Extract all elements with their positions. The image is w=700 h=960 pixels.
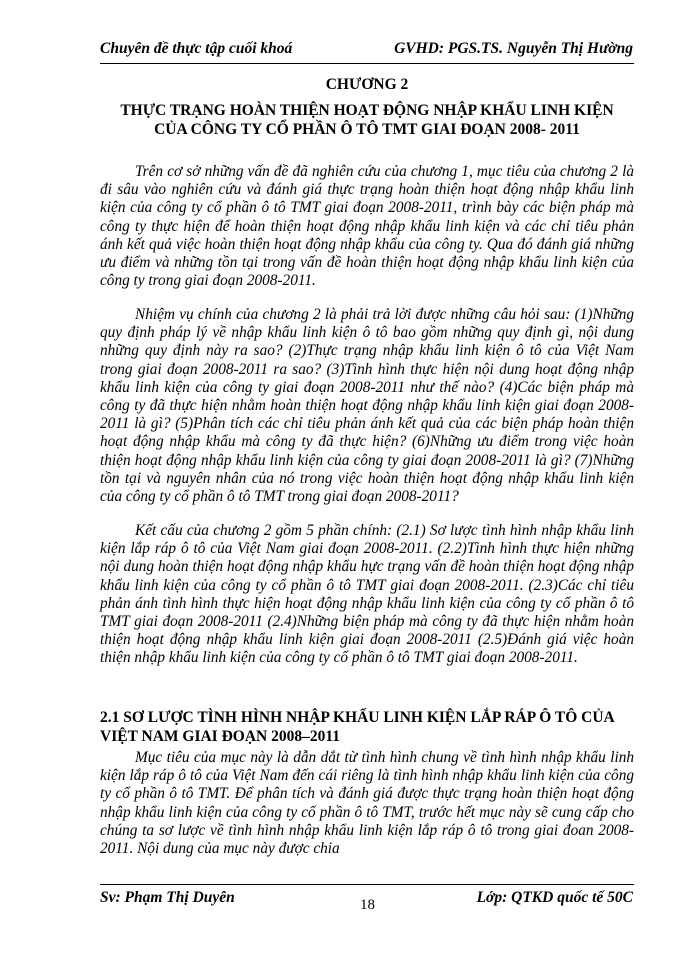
- footer-right: Lớp: QTKD quốc tế 50C: [476, 889, 633, 906]
- header-rule: [100, 63, 634, 64]
- section-heading: 2.1 SƠ LƯỢC TÌNH HÌNH NHẬP KHẨU LINH KIỆN LẮP RÁP Ô TÔ CỦA VIỆT NAM GIAI ĐOẠN 2008–2011: [100, 709, 614, 745]
- chapter-title-line-2: CỦA CÔNG TY CỔ PHẦN Ô TÔ TMT GIAI ĐOẠN 2008- 2011: [154, 121, 580, 138]
- chapter-title: [100, 101, 634, 139]
- paragraph-tasks: Nhiệm vụ chính của chương 2 là phải trả lời được những câu hỏi sau: (1)Những quy định pháp lý về nhập khẩu linh kiện ô tô bao gồm những quy định gì, nội dung những quy định này ra sao? (2)Thực trạng nhập khẩu linh kiện ô tô của Việt Nam trong giai đoạn 2008-2011 ra sao? (3)Tình hình thực hiện nội dung hoạt động nhập khẩu linh kiện của công ty giai đoạn 2008-2011 như thế nào? (4)Các biện pháp mà công ty đã thực hiện nhằm hoàn thiện hoạt động nhập khẩu linh kiện giai đoạn 2008-2011 là gì? (5)Phân tích các chỉ tiêu phản ánh kết quả của các biện pháp hoàn thiện hoạt động nhập khẩu mà công ty đã thực hiện? (6)Những ưu điểm trong việc hoàn thiện hoạt động nhập khẩu linh kiện của công ty giai đoạn 2008-2011 là gì? (7)Những tồn tại và nguyên nhân của nó trong việc hoàn thiện hoạt động nhập khẩu linh kiện của công ty cổ phần ô tô TMT trong giai đoạn 2008-2011?: [100, 306, 634, 506]
- chapter-number: CHƯƠNG 2: [325, 76, 409, 93]
- footer-left: Sv: Phạm Thị Duyên: [100, 889, 235, 906]
- footer-rule: [100, 884, 634, 885]
- chapter-title-line-1: THỰC TRẠNG HOÀN THIỆN HOẠT ĐỘNG NHẬP KHẨU LINH KIỆN: [120, 102, 614, 119]
- paragraph-structure: Kết cấu của chương 2 gồm 5 phần chính: (2.1) Sơ lược tình hình nhập khẩu linh kiện lắp ráp ô tô của Việt Nam giai đoạn 2008-2011. (2.2)Tình hình thực hiện những nội dung hoàn thiện hoạt động nhập khẩu hực trạng vấn đề hoàn thiện hoạt động nhập khẩu linh kiện của công ty cổ phần ô tô TMT giai đoạn 2008-2011. (2.3)Các chỉ tiêu phản ánh tình hình thực hiện hoạt động nhập khẩu linh kiện của công ty cổ phần ô tô TMT giai đoạn 2008-2011 (2.4)Những biện pháp mà công ty đã thực hiện nhằm hoàn thiện hoạt động nhập khẩu linh kiện giai đoạn 2008-2011 (2.5)Đánh giá việc hoàn thiện nhập khẩu linh kiện của công ty cổ phần ô tô TMT giai đoạn 2008-2011.: [100, 522, 634, 667]
- header-right: GVHD: PGS.TS. Nguyễn Thị Hường: [394, 40, 633, 57]
- header-left: Chuyên đề thực tập cuối khoá: [100, 40, 293, 57]
- paragraph-section: Mục tiêu của mục này là dẫn dắt từ tình hình chung về tình hình nhập khẩu linh kiện lắp ráp ô tô của Việt Nam đến cái riêng là tình hình nhập khẩu linh kiện của công ty cổ phần ô tô TMT. Để phân tích và đánh giá được thực trạng hoàn thiện hoạt động nhập khẩu linh kiện của công ty cổ phần ô tô TMT, trước hết mục này sẽ cung cấp cho chúng ta sơ lược về tình hình nhập khẩu linh kiện lắp ráp ô tô trong giai đoan 2008- 2011. Nội dung của mục này được chia: [100, 749, 634, 858]
- paragraph-intro: Trên cơ sở những vấn đề đã nghiên cứu của chương 1, mục tiêu của chương 2 là đi sâu vào nghiên cứu và đánh giá thực trạng hoàn thiện hoạt động nhập khẩu linh kiện của công ty cổ phần ô tô TMT giai đoạn 2008-2011, trình bày các biện pháp mà công ty thực hiện để hoàn thiện hoạt động nhập khẩu linh kiện và các chỉ tiêu phản ánh kết quả việc hoàn thiện hoạt động nhập khẩu của công ty. Qua đó đánh giá những ưu điểm và những tồn tại trong vấn đề hoàn thiện hoạt động nhập khẩu linh kiện của công ty trong giai đoạn 2008-2011.: [100, 163, 634, 290]
- page-number: 18: [360, 897, 375, 913]
